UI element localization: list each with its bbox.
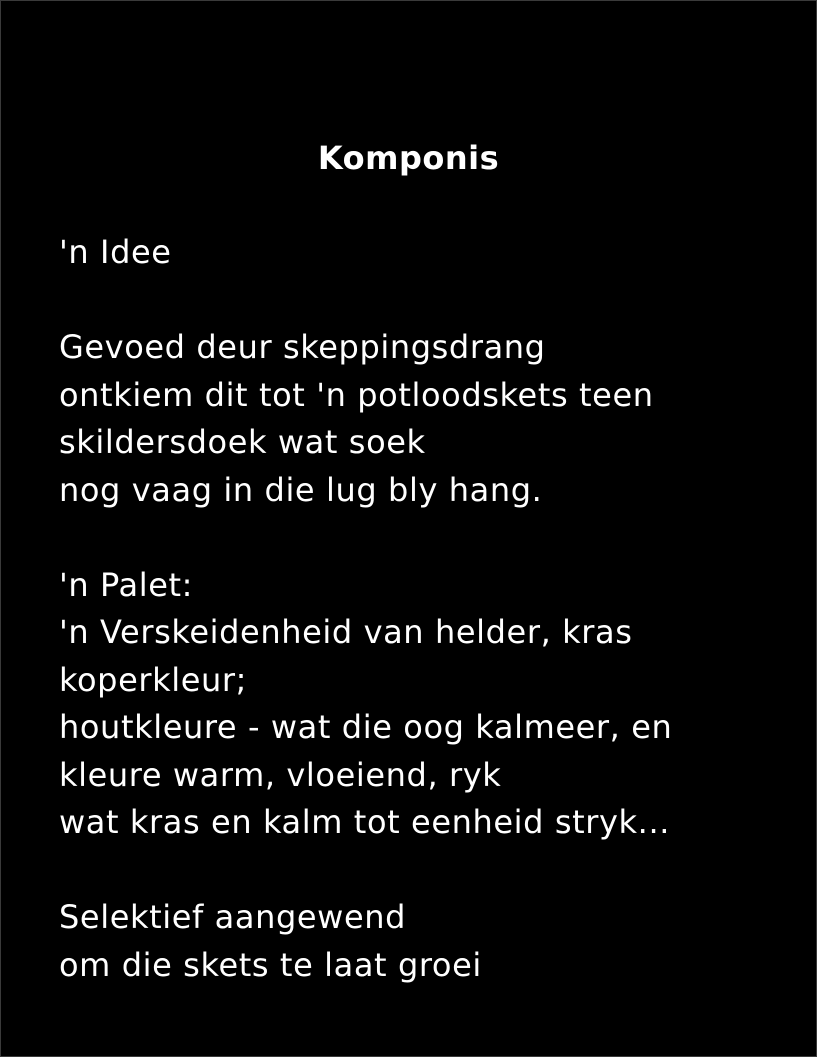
poem-line: ontkiem dit tot 'n potloodskets teen bbox=[59, 375, 654, 414]
poem-line: 'n Verskeidenheid van helder, kras bbox=[59, 613, 633, 651]
poem-blank-line bbox=[59, 514, 799, 562]
poem-line: koperkleur; bbox=[59, 660, 248, 699]
poem-blank-line bbox=[59, 847, 799, 895]
poem-line: houtkleure - wat die oog kalmeer, en bbox=[59, 708, 673, 746]
poem-line: Selektief aangewend bbox=[59, 898, 407, 936]
poem-line: 'n Idee bbox=[59, 233, 172, 271]
poem-line: nog vaag in die lug bly hang. bbox=[59, 470, 543, 509]
poem-line: skildersdoek wat soek bbox=[59, 423, 426, 461]
poem-line: Gevoed deur skeppingsdrang bbox=[59, 328, 546, 366]
poem-title: Komponis bbox=[317, 139, 500, 177]
poem-line: kleure warm, vloeiend, ryk bbox=[59, 755, 502, 794]
poem-blank-line bbox=[59, 277, 799, 325]
poem-body bbox=[59, 229, 799, 989]
poem-line: om die skets te laat groei bbox=[59, 945, 482, 984]
poem-line: wat kras en kalm tot eenheid stryk... bbox=[59, 803, 670, 841]
poem-line: 'n Palet: bbox=[59, 565, 194, 604]
